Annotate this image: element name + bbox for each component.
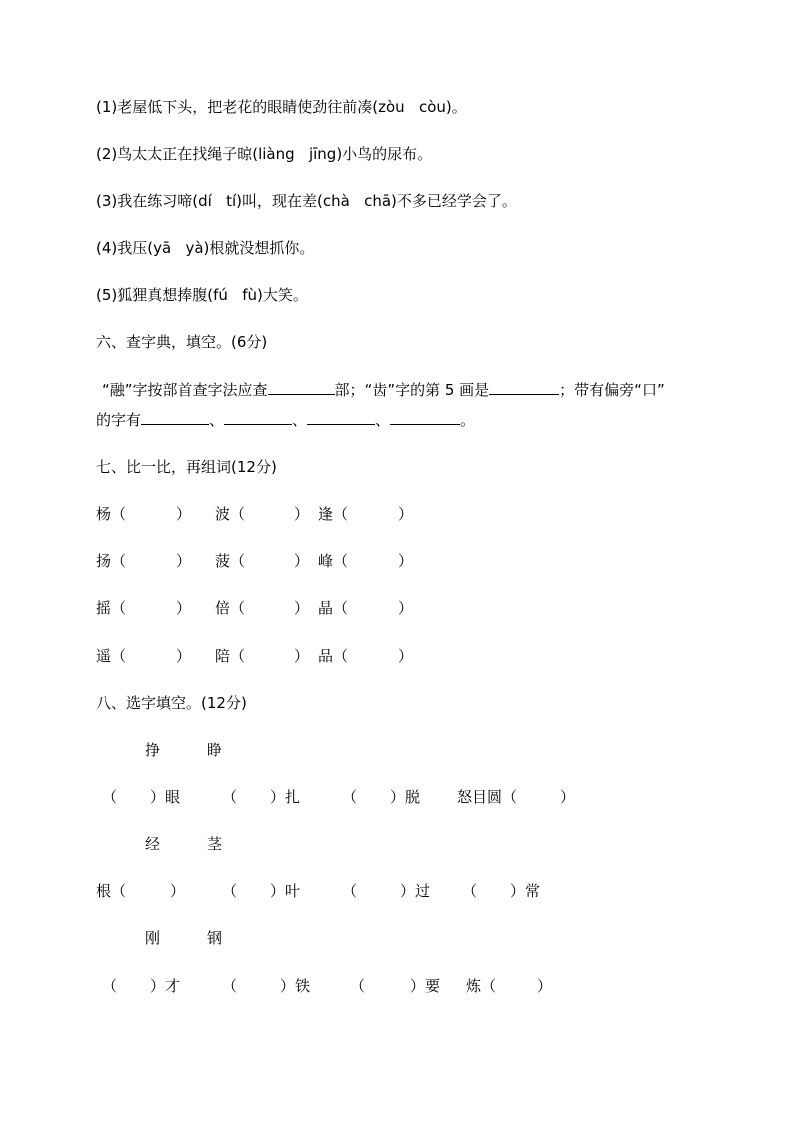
pinyin-item-2: (2)鸟太太正在找绳子晾(liàng jīng)小鸟的尿布。 [96, 145, 433, 163]
compare-word-open: 菠（ [215, 552, 246, 570]
compare-word-open: 品（ [318, 647, 349, 665]
fill-close: ） [560, 788, 576, 806]
section8-title: 八、选字填空。(12分) [96, 694, 247, 712]
fill-close: ）才 [150, 977, 181, 995]
fill-open: （ [222, 882, 238, 900]
separator: 、 [292, 411, 308, 429]
compare-word-close: ） [294, 647, 310, 665]
compare-word-close: ） [176, 599, 192, 617]
end-mark: 。 [460, 411, 476, 429]
compare-word-close: ） [294, 505, 310, 523]
dictionary-text-4: 的字有 [96, 411, 142, 429]
fill-close: ）常 [510, 882, 541, 900]
compare-word-open: 波（ [215, 505, 246, 523]
compare-word-close: ） [176, 552, 192, 570]
compare-word-close: ） [398, 552, 414, 570]
fill-close: ）铁 [280, 977, 311, 995]
answer-blank[interactable] [141, 410, 209, 425]
compare-word-open: 遥（ [96, 647, 127, 665]
compare-word-close: ） [176, 647, 192, 665]
answer-blank[interactable] [307, 410, 375, 425]
choice-char: 刚 [145, 929, 161, 947]
answer-blank[interactable] [390, 410, 460, 425]
compare-word-open: 晶（ [318, 599, 349, 617]
compare-word-close: ） [176, 505, 192, 523]
fill-open: （ [462, 882, 478, 900]
fill-open: （ [102, 977, 118, 995]
choice-char: 睁 [207, 741, 223, 759]
separator: 、 [209, 411, 225, 429]
choice-char: 钢 [207, 929, 223, 947]
fill-open: 根（ [96, 882, 127, 900]
compare-word-close: ） [398, 599, 414, 617]
compare-word-close: ） [398, 505, 414, 523]
section7-title: 七、比一比，再组词(12分) [96, 458, 277, 476]
pinyin-item-4: (4)我压(yā yà)根就没想抓你。 [96, 239, 315, 257]
fill-open: （ [102, 788, 118, 806]
compare-word-open: 逢（ [318, 505, 349, 523]
fill-open: （ [222, 788, 238, 806]
compare-word-close: ） [294, 552, 310, 570]
fill-open: 怒目圆（ [457, 788, 518, 806]
answer-blank[interactable] [268, 380, 335, 395]
fill-open: 炼（ [466, 977, 497, 995]
pinyin-item-1: (1)老屋低下头，把老花的眼睛使劲往前凑(zòu còu)。 [96, 98, 467, 116]
compare-word-open: 倍（ [215, 599, 246, 617]
fill-close: ） [537, 977, 553, 995]
compare-word-open: 陪（ [215, 647, 246, 665]
fill-close: ） [170, 882, 186, 900]
fill-open: （ [342, 882, 358, 900]
compare-word-open: 扬（ [96, 552, 127, 570]
fill-close: ）扎 [270, 788, 301, 806]
fill-open: （ [342, 788, 358, 806]
compare-word-close: ） [294, 599, 310, 617]
dictionary-text-1: “融”字按部首查字法应查 [102, 381, 268, 399]
answer-blank[interactable] [489, 380, 559, 395]
separator: 、 [375, 411, 391, 429]
pinyin-item-3: (3)我在练习啼(dí tí)叫，现在差(chà chā)不多已经学会了。 [96, 192, 517, 210]
section6-title: 六、查字典，填空。(6分) [96, 333, 268, 351]
fill-open: （ [222, 977, 238, 995]
fill-open: （ [350, 977, 366, 995]
fill-close: ）过 [400, 882, 431, 900]
compare-word-open: 杨（ [96, 505, 127, 523]
answer-blank[interactable] [224, 410, 292, 425]
fill-close: ）脱 [390, 788, 421, 806]
compare-word-open: 摇（ [96, 599, 127, 617]
dictionary-question-line2 [96, 410, 475, 430]
choice-char: 经 [145, 835, 161, 853]
compare-word-open: 峰（ [318, 552, 349, 570]
pinyin-item-5: (5)狐狸真想捧腹(fú fù)大笑。 [96, 286, 308, 304]
choice-char: 茎 [207, 835, 223, 853]
dictionary-text-3: ；带有偏旁“口” [559, 381, 665, 399]
fill-close: ）叶 [270, 882, 301, 900]
dictionary-question-line1 [102, 380, 665, 400]
choice-char: 挣 [145, 741, 161, 759]
fill-close: ）要 [410, 977, 441, 995]
dictionary-text-2: 部；“齿”字的第 5 画是 [334, 381, 490, 399]
compare-word-close: ） [398, 647, 414, 665]
fill-close: ）眼 [150, 788, 181, 806]
